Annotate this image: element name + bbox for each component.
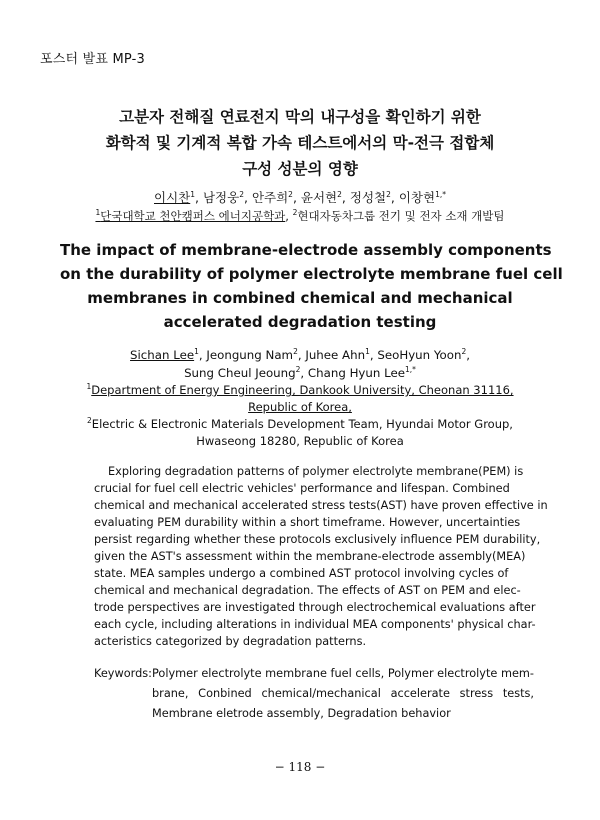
abstract-line: evaluating PEM durability within a short timeframe. However, uncertainties [94, 516, 521, 529]
korean-authors: 이시찬$^1$, 남정웅$^2$, 안주희$^2$, 윤서현$^2$, 정성철$^2$, 이창현$^{1,*}$ [154, 189, 446, 205]
english-affiliations [50, 382, 550, 450]
korean-author: 안주희 [251, 190, 289, 205]
english-author-line: Sichan Lee$^1$, Jeongung Nam$^2$, Juhee Ahn$^1$, SeoHyun Yoon$^2$, [130, 347, 470, 362]
keywords [94, 664, 534, 724]
author-sup: 2 [386, 189, 391, 199]
english-authors [60, 346, 540, 382]
author-sup: 1,* [405, 365, 416, 375]
abstract-line: Exploring degradation patterns of polymer electrolyte membrane(PEM) is [108, 465, 524, 478]
author-sup: 2 [293, 347, 298, 357]
abstract-line: state. MEA samples undergo a combined AST protocol involving cycles of [94, 567, 509, 580]
abstract-line: chemical and mechanical degradation. The effects of AST on PEM and elec- [94, 584, 521, 597]
author-sup: 1,* [435, 189, 446, 199]
affil-sup: 1 [86, 382, 92, 392]
abstract-line: chemical and mechanical accelerated stress tests(AST) have proven effective in [94, 499, 548, 512]
english-author: SeoHyun Yoon [377, 348, 462, 362]
english-affiliation-2 [50, 416, 550, 433]
english-title-line: The impact of membrane-electrode assembly components [60, 241, 552, 259]
session-tag: 포스터 발표 MP-3 [40, 52, 145, 67]
korean-author: 이시찬 [154, 190, 191, 205]
english-affiliation-2-cont: Hwaseong 18280, Republic of Korea [196, 434, 404, 448]
korean-title-line: 고분자 전해질 연료전지 막의 내구성을 확인하기 위한 [119, 108, 481, 126]
abstract-line: given the AST's assessment within the membrane-electrode assembly(MEA) [94, 550, 526, 563]
english-affiliation-1-cont [50, 399, 550, 416]
english-author: Sung Cheul Jeoung [184, 366, 296, 380]
keywords-line: Polymer electrolyte membrane fuel cells, Polymer electrolyte mem- [152, 667, 534, 680]
author-sup: 2 [337, 189, 342, 199]
english-author-line: Sung Cheul Jeoung$^2$, Chang Hyun Lee$^{1,*}$ [184, 365, 416, 380]
korean-author: 윤서현 [300, 190, 338, 205]
abstract-line: acteristics categorized by degradation patterns. [94, 635, 367, 648]
author-sup: 1 [365, 347, 370, 357]
english-author: Chang Hyun Lee [307, 366, 406, 380]
author-sup: 2 [239, 189, 244, 199]
abstract [94, 463, 548, 650]
author-sup: 2 [295, 365, 301, 375]
english-author: Sichan Lee [130, 348, 195, 362]
keywords-line: Membrane eletrode assembly, Degradation behavior [152, 707, 451, 720]
english-affiliation-1 [50, 382, 550, 399]
author-sup: 2 [461, 347, 467, 357]
korean-affiliation-1 [95, 209, 285, 223]
author-sup: 2 [288, 189, 293, 199]
affil-sup: 2 [87, 416, 92, 426]
affil-text: Department of Energy Engineering, Dankook University, Cheonan 31116, [91, 383, 514, 397]
english-author: Jeongung Nam [206, 348, 294, 362]
abstract-line: trode perspectives are investigated through electrochemical evaluations after [94, 601, 536, 614]
affil-sup: 1 [95, 208, 101, 218]
abstract-line: persist regarding whether these protocols exclusively influence PEM durability, [94, 533, 541, 546]
korean-author: 정성철 [349, 190, 387, 205]
english-title-line: membranes in combined chemical and mechanical [87, 289, 513, 307]
keywords-text [152, 664, 534, 724]
affil-text: Republic of Korea, [248, 400, 352, 414]
english-author: Juhee Ahn [305, 348, 366, 362]
korean-author: 남정웅 [202, 190, 240, 205]
affil-text: 단국대학교 천안캠퍼스 에너지공학과 [100, 209, 286, 223]
korean-affiliation-2: 현대자동차그룹 전기 및 전자 소재 개발팀 [297, 209, 505, 223]
english-title [60, 238, 563, 334]
author-sup: 1 [194, 347, 199, 357]
korean-title-line: 화학적 및 기계적 복합 가속 테스트에서의 막-전극 접합체 [105, 134, 495, 152]
korean-title [60, 104, 540, 182]
korean-author: 이창현 [398, 190, 436, 205]
keywords-line: brane, Conbined chemical/mechanical accelerate stress tests, [152, 687, 534, 700]
abstract-line: each cycle, including alterations in individual MEA components' physical char- [94, 618, 536, 631]
english-title-line: accelerated degradation testing [163, 313, 437, 331]
korean-affiliations: $^1$단국대학교 천안캠퍼스 에너지공학과, $^2$현대자동차그룹 전기 및 전자 소재 개발팀 [95, 208, 505, 223]
affil-sup: 2 [292, 208, 298, 218]
english-title-line: on the durability of polymer electrolyte membrane fuel cell [60, 265, 563, 283]
abstract-line: crucial for fuel cell electric vehicles' performance and lifespan. Combined [94, 482, 510, 495]
korean-title-line: 구성 성분의 영향 [242, 160, 358, 178]
affil-text: Electric & Electronic Materials Development Team, Hyundai Motor Group, [91, 417, 513, 431]
author-sup: 1 [190, 189, 196, 199]
page-number: − 118 − [274, 760, 326, 774]
keywords-label: Keywords: [94, 667, 152, 680]
